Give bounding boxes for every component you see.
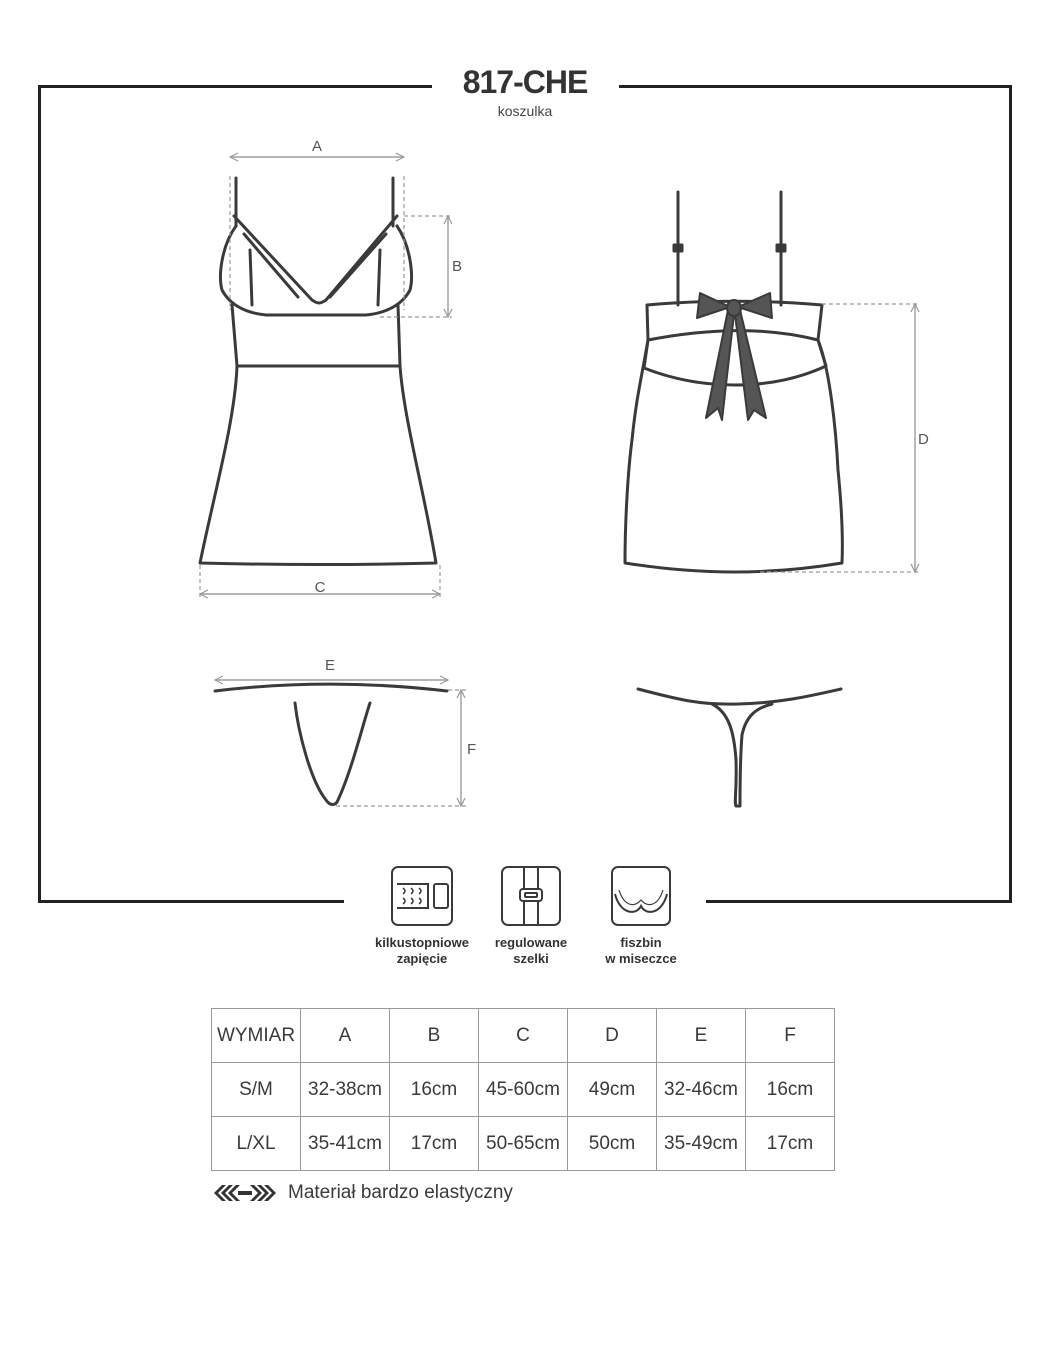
table-header-cell: A <box>301 1009 390 1063</box>
table-header-cell: D <box>568 1009 657 1063</box>
table-header-row <box>212 1009 835 1063</box>
dim-label-c: C <box>314 579 326 596</box>
feature-underwire <box>576 935 706 967</box>
table-header-cell: E <box>657 1009 746 1063</box>
elastic-note <box>212 1180 513 1206</box>
table-cell: 17cm <box>390 1117 479 1171</box>
table-cell: L/XL <box>212 1117 301 1171</box>
feature-underwire-line1: fiszbin <box>620 935 662 950</box>
table-cell: 32-38cm <box>301 1063 390 1117</box>
table-cell: 49cm <box>568 1063 657 1117</box>
table-cell: 50cm <box>568 1117 657 1171</box>
dim-label-b: B <box>452 258 463 275</box>
table-cell: 35-41cm <box>301 1117 390 1171</box>
dim-label-d: D <box>918 431 929 448</box>
thong-front-drawing <box>215 684 447 804</box>
chemise-front-drawing <box>200 178 436 565</box>
table-header-cell: B <box>390 1009 479 1063</box>
table-cell: S/M <box>212 1063 301 1117</box>
thong-back-drawing <box>638 689 841 806</box>
underwire-cup-icon <box>612 867 670 925</box>
table-cell: 45-60cm <box>479 1063 568 1117</box>
table-header-cell: WYMIAR <box>212 1009 301 1063</box>
feature-hook-closure-line1: kilkustopniowe <box>375 935 469 950</box>
table-cell: 16cm <box>390 1063 479 1117</box>
table-cell: 50-65cm <box>479 1117 568 1171</box>
table-cell: 32-46cm <box>657 1063 746 1117</box>
dim-label-e: E <box>324 657 336 674</box>
hook-closure-icon <box>392 867 452 925</box>
feature-hook-closure-line2: zapięcie <box>396 951 448 966</box>
feature-underwire-line2: w miseczce <box>605 951 677 966</box>
product-code: 817-CHE <box>462 64 588 100</box>
dim-label-a: A <box>311 138 323 155</box>
stretch-arrows-icon <box>212 1180 278 1206</box>
size-table <box>211 1008 835 1171</box>
table-header-cell: C <box>479 1009 568 1063</box>
feature-adjustable-straps-line2: szelki <box>513 951 549 966</box>
adjustable-strap-icon <box>502 867 560 925</box>
table-header-cell: F <box>746 1009 835 1063</box>
feature-adjustable-straps-line1: regulowane <box>494 935 568 950</box>
bow-icon <box>697 293 772 420</box>
table-cell: 35-49cm <box>657 1117 746 1171</box>
product-type: koszulka <box>497 103 553 119</box>
table-cell: 16cm <box>746 1063 835 1117</box>
chemise-back-drawing <box>625 192 842 572</box>
table-cell: 17cm <box>746 1117 835 1171</box>
table-row <box>212 1117 835 1171</box>
elastic-note-text: Materiał bardzo elastyczny <box>288 1182 513 1203</box>
table-row <box>212 1063 835 1117</box>
dim-label-f: F <box>467 741 477 758</box>
